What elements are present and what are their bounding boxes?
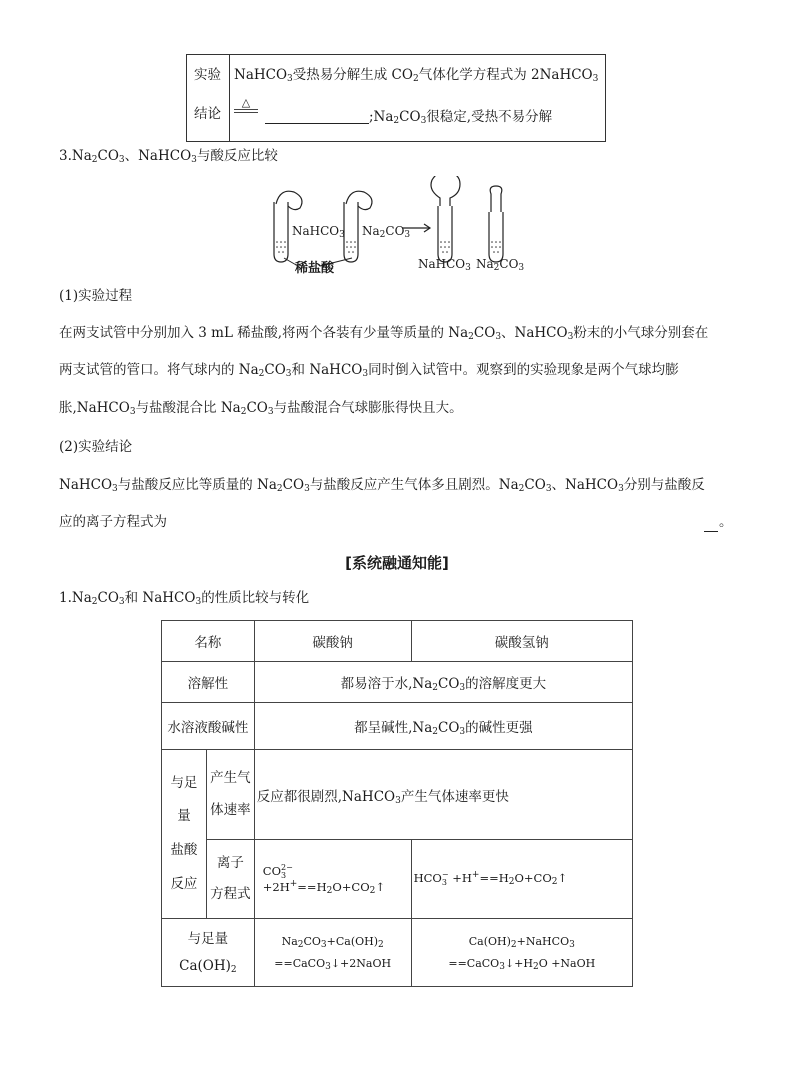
table-row: [162, 703, 633, 750]
figure-label-na2co3: $Na_2CO_3$: [362, 224, 411, 240]
conclusion-line-1: NaHCO$_3$与盐酸反应比等质量的 $Na_2CO_3$与盐酸反应产生气体多且剧烈。$Na_2CO_3$、NaHCO$_3$分别与盐酸反: [59, 477, 705, 494]
property-table: [161, 620, 633, 987]
row-sublabel-rate: 产生气 体速率: [206, 750, 254, 840]
test-tube-4: [489, 212, 503, 262]
row-value-rate: 反应都很剧烈,NaHCO$_3$产生气体速率更快: [254, 750, 632, 840]
figure-label-acid: 稀盐酸: [295, 261, 335, 276]
figure-label-nahco3-b: NaHCO$_3$: [418, 257, 471, 273]
row-value-ionic-nahco3: HCO − 3 $+H^+==H_2O+CO_2↑$: [411, 840, 632, 919]
row-group-acid: 与足 量 盐酸 反应: [162, 750, 207, 919]
balloon-3-large: [431, 176, 460, 206]
balloon-1: [276, 191, 302, 209]
row-value-alkalinity: 都呈碱性$,Na_2CO_3$的碱性更强: [254, 703, 632, 750]
conclusion-line-2: 应的离子方程式为: [59, 514, 167, 530]
header-nahco3: 碳酸氢钠: [411, 621, 632, 662]
section1-heading: $1.Na_2CO_3$和 NaHCO$_3$的性质比较与转化: [59, 590, 310, 607]
balloon-2: [346, 191, 372, 209]
box-line-1: NaHCO$_3$受热易分解生成 $CO_2$气体化学方程式为 2NaHCO$_3$: [234, 67, 599, 84]
table-header-row: [162, 621, 633, 662]
row-value-ionic-na2co3: CO 2− 3 $+2H^+==H_2O+CO_2↑$: [254, 840, 411, 919]
system-title: [系统融通知能]: [345, 554, 449, 572]
conclusion-period: 。: [719, 514, 733, 530]
test-tube-3: [438, 206, 452, 262]
box-line-2: $;Na_2CO_3$很稳定,受热不易分解: [369, 109, 553, 126]
box-divider: [229, 55, 230, 141]
table-row: [162, 662, 633, 703]
row-value-caoh2-nahco3: $Ca(OH)_2+NaHCO_3$ $==CaCO_3↓+H_2O$ +NaOH: [411, 919, 632, 987]
row-value-solubility: 都易溶于水$,Na_2CO_3$的溶解度更大: [254, 662, 632, 703]
process-line-1: 在两支试管中分别加入 3 mL 稀盐酸,将两个各装有少量等质量的 $Na_2CO_3$、NaHCO$_3$粉末的小气球分别套在: [59, 325, 709, 342]
figure-label-nahco3: NaHCO$_3$: [292, 224, 345, 240]
answer-blank-1[interactable]: [265, 109, 369, 124]
row-label-solubility: 溶解性: [162, 662, 255, 703]
row-label-caoh2: 与足量 $Ca(OH)_2$: [162, 919, 255, 987]
answer-blank-2[interactable]: [704, 517, 718, 532]
table-row: [162, 919, 633, 987]
process-line-2: 两支试管的管口。将气球内的 $Na_2CO_3$和 NaHCO$_3$同时倒入试管中。观察到的实验现象是两个气球均膨: [59, 362, 679, 379]
balloon-4-small: [490, 186, 502, 212]
test-tube-1: [274, 202, 288, 262]
row-label-alkalinity: 水溶液酸碱性: [162, 703, 255, 750]
header-na2co3: 碳酸钠: [254, 621, 411, 662]
conclusion-heading: (2)实验结论: [59, 439, 133, 455]
table-row: [162, 840, 633, 919]
header-name: 名称: [162, 621, 255, 662]
heat-symbol: △: [234, 97, 258, 113]
figure-label-na2co3-b: $Na_2CO_3$: [476, 257, 525, 273]
row-value-caoh2-na2co3: $Na_2CO_3+Ca(OH)_2$ ==CaCO$_3$↓+2NaOH: [254, 919, 411, 987]
test-tube-2: [344, 202, 358, 262]
section3-heading: $3.Na_2CO_3$、NaHCO$_3$与酸反应比较: [59, 148, 278, 165]
box-label-2: 结论: [194, 106, 221, 122]
process-line-3: 胀,NaHCO$_3$与盐酸混合比 $Na_2CO_3$与盐酸混合气球膨胀得快且大。: [59, 400, 463, 417]
conclusion-box: [186, 54, 606, 142]
row-sublabel-ionic: 离子 方程式: [206, 840, 254, 919]
box-label-1: 实验: [194, 67, 221, 83]
process-heading: (1)实验过程: [59, 288, 133, 304]
table-row: [162, 750, 633, 840]
